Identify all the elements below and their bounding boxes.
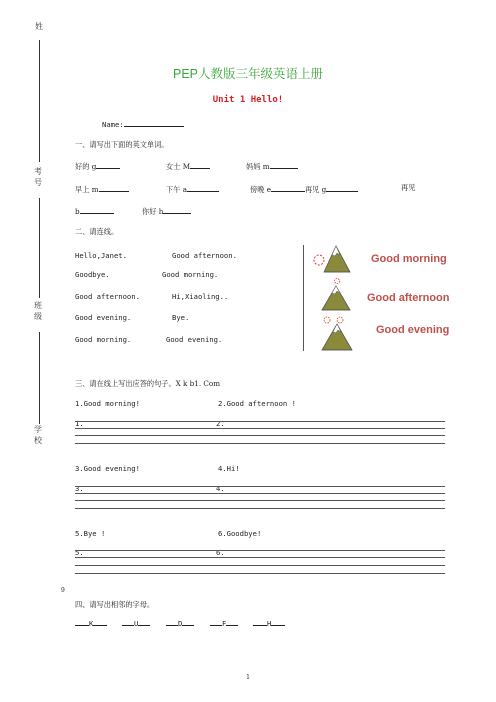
word-prefix: M: [182, 162, 191, 171]
answer-line[interactable]: [75, 500, 445, 501]
word-prefix: e: [266, 185, 271, 194]
letter-item: [210, 617, 238, 628]
page-title: PEP人教版三年级英语上册: [172, 67, 323, 81]
picture-divider: [303, 245, 304, 351]
answer-line[interactable]: [75, 443, 445, 444]
word-blank[interactable]: [271, 183, 305, 192]
answer-number: 4.: [216, 484, 225, 493]
word-prefix: a: [182, 185, 187, 194]
name-field-label: Name:: [102, 120, 124, 129]
word-blank[interactable]: [270, 160, 298, 169]
section1-heading: 一、请写出下面的英文单词。: [75, 140, 169, 149]
section4-heading: 四、请写出相邻的字母。: [75, 600, 155, 609]
letter-item: [122, 617, 150, 628]
answer-number: 3.: [75, 484, 84, 493]
name-label-text: 姓: [35, 22, 43, 31]
exam-number-text: 考号: [34, 167, 42, 187]
exam-number-label: [34, 166, 44, 188]
prompt-sentence: 3.Good evening!: [75, 464, 140, 473]
margin-line-3: [39, 332, 40, 424]
answer-line[interactable]: [75, 573, 445, 574]
letter-blank[interactable]: [271, 617, 285, 626]
answer-line[interactable]: [75, 421, 445, 422]
sun-mountain-icon: [310, 278, 356, 314]
margin-line-2: [39, 198, 40, 298]
match-right-item[interactable]: Bye.: [172, 313, 190, 322]
match-right-item[interactable]: Good morning.: [162, 270, 219, 279]
word-cn: 妈妈: [246, 162, 261, 171]
prompt-sentence: 1.Good morning!: [75, 399, 140, 408]
word-cn: 你好: [142, 207, 157, 216]
letter-blank[interactable]: [138, 617, 150, 626]
picture-caption: Good morning: [371, 253, 447, 265]
answer-line[interactable]: [75, 428, 445, 429]
name-label: [34, 22, 44, 32]
word-cn: 再见: [304, 185, 320, 194]
word-prefix: h: [158, 207, 164, 216]
match-left-item[interactable]: Hello,Janet.: [75, 251, 127, 260]
word-item: [75, 183, 129, 194]
answer-number: 1.: [75, 419, 84, 428]
letter: U: [134, 619, 139, 628]
word-blank[interactable]: [163, 205, 191, 214]
answer-number: 5.: [75, 548, 84, 557]
answer-line[interactable]: [75, 486, 445, 487]
word-cn: 女士: [166, 162, 181, 171]
section2-heading: 二、请连线。: [75, 227, 119, 236]
word-cn: 下午: [166, 185, 181, 194]
word-blank[interactable]: [80, 205, 114, 214]
unit-title: Unit 1 Hello!: [212, 95, 284, 105]
word-prefix: m: [262, 162, 270, 171]
letter-blank[interactable]: [166, 617, 178, 626]
word-blank[interactable]: [326, 183, 358, 192]
school-text: 学校: [34, 425, 42, 445]
letter-item: [253, 617, 285, 628]
answer-number: 2.: [216, 419, 225, 428]
answer-line[interactable]: [75, 550, 445, 551]
word-cn: 傍晚: [250, 185, 265, 194]
match-right-item[interactable]: Hi,Xiaoling..: [172, 292, 229, 301]
letter-blank[interactable]: [253, 617, 267, 626]
prompt-sentence: 5.Bye !: [75, 529, 106, 538]
answer-number: 6.: [216, 548, 225, 557]
word-blank[interactable]: [187, 183, 219, 192]
picture-caption: Good afternoon: [367, 292, 450, 304]
match-left-item[interactable]: Good afternoon.: [75, 292, 140, 301]
answer-line[interactable]: [75, 508, 445, 509]
letter: H: [267, 619, 272, 628]
word-item: [142, 205, 191, 216]
name-blank[interactable]: [124, 118, 184, 127]
letter: K: [89, 619, 94, 628]
word-prefix: g: [321, 185, 327, 194]
school-label: [34, 424, 44, 446]
letter-blank[interactable]: [182, 617, 194, 626]
letter-item: [75, 617, 107, 628]
letter-item: [166, 617, 194, 628]
word-item: [246, 160, 298, 171]
letter: D: [178, 619, 183, 628]
answer-line[interactable]: [75, 557, 445, 558]
sun-mountain-icon: [310, 240, 356, 276]
stray-char: 9: [61, 587, 65, 594]
word-prefix: b: [75, 207, 80, 216]
word-item: [75, 160, 120, 171]
letter-blank[interactable]: [210, 617, 222, 626]
section3-heading: 三、请在线上写出应答的句子。X k b1. Com: [75, 379, 221, 388]
match-left-item[interactable]: Good evening.: [75, 313, 132, 322]
answer-line[interactable]: [75, 435, 445, 436]
letter-blank[interactable]: [122, 617, 134, 626]
letter: F: [222, 619, 227, 628]
match-right-item[interactable]: Good afternoon.: [172, 251, 237, 260]
prompt-sentence: 2.Good afternoon !: [218, 399, 296, 408]
match-right-item[interactable]: Good evening.: [166, 335, 223, 344]
name-field[interactable]: [102, 118, 184, 129]
word-item: [166, 183, 219, 194]
answer-line[interactable]: [75, 493, 445, 494]
word-blank[interactable]: [99, 183, 129, 192]
answer-line[interactable]: [75, 565, 445, 566]
sun-mountain-icon: [310, 314, 356, 354]
prompt-sentence: 4.Hi!: [218, 464, 240, 473]
word-cn: 好的: [75, 162, 90, 171]
word-item: [250, 183, 358, 194]
word-item: [166, 160, 210, 171]
word-prefix: m: [91, 185, 99, 194]
prompt-sentence: 6.Goodbye!: [218, 529, 262, 538]
letter-blank[interactable]: [93, 617, 107, 626]
word-item: [75, 205, 114, 216]
letter-blank[interactable]: [226, 617, 238, 626]
match-left-item[interactable]: Good morning.: [75, 335, 132, 344]
word-item: 再见: [401, 183, 416, 192]
word-blank[interactable]: [96, 160, 120, 169]
picture-caption: Good evening: [376, 324, 450, 336]
letter-blank[interactable]: [75, 617, 89, 626]
word-blank[interactable]: [190, 160, 210, 169]
page-number: 1: [246, 674, 250, 681]
match-left-item[interactable]: Goodbye.: [75, 270, 110, 279]
class-label: [34, 300, 44, 322]
word-prefix: g: [91, 162, 97, 171]
word-cn: 早上: [75, 185, 90, 194]
class-text: 班级: [34, 301, 42, 321]
